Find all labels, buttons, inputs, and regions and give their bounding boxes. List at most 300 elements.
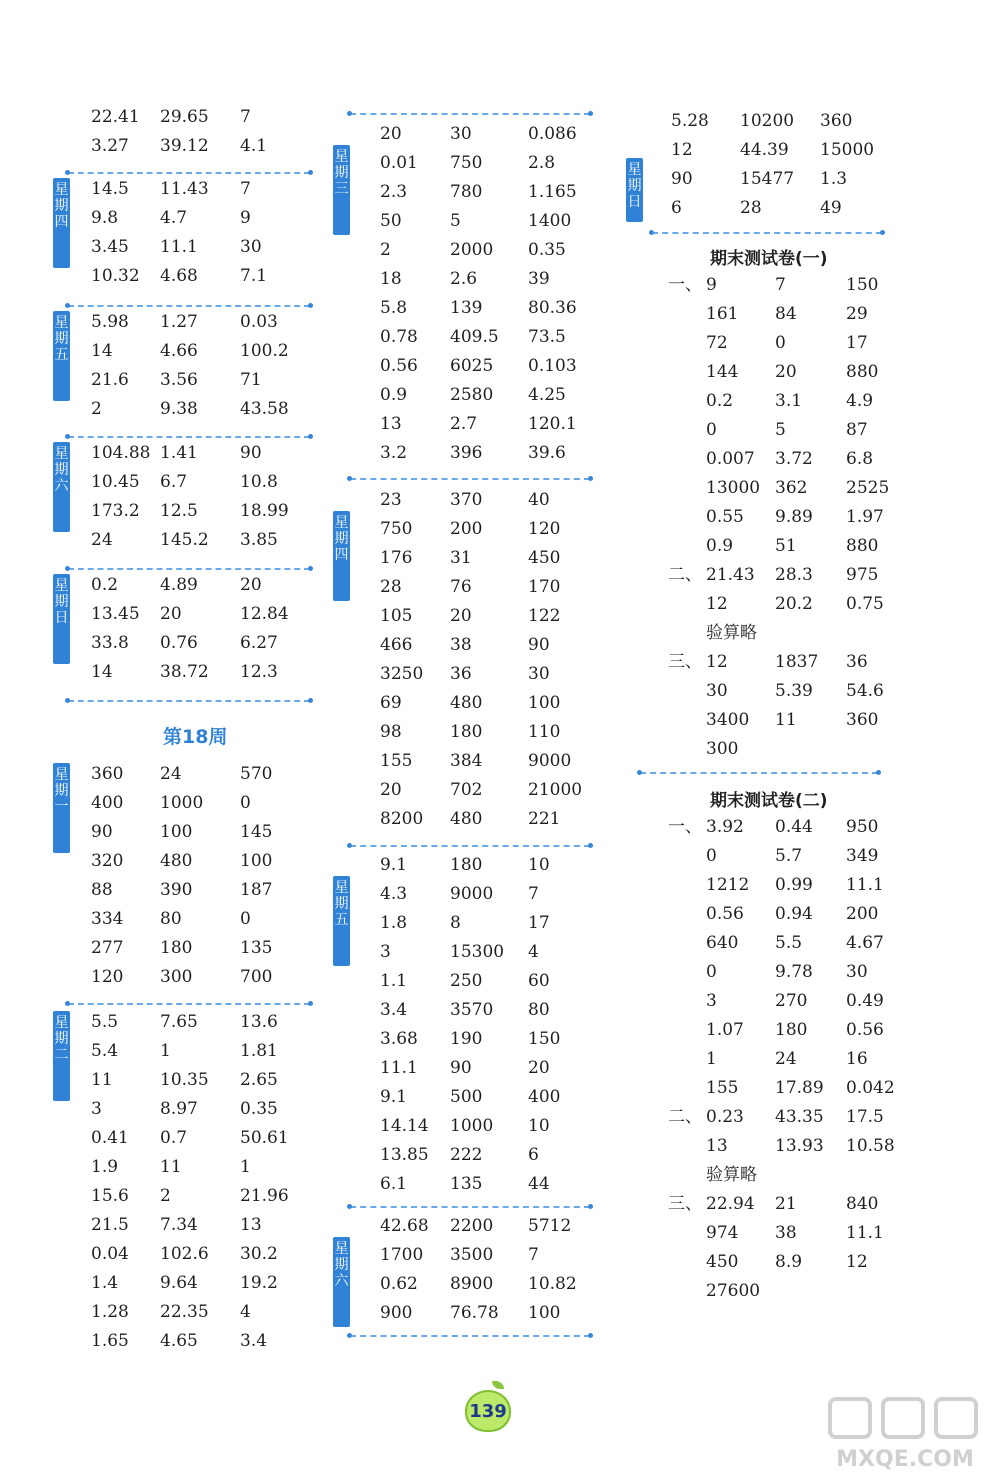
answer-value: 29.65 — [160, 107, 209, 127]
tab-char: 星 — [627, 162, 642, 178]
answer-value: 840 — [846, 1194, 879, 1214]
answer-value: 1000 — [160, 793, 204, 813]
answer-value: 1.27 — [160, 312, 198, 332]
answer-value: 44.39 — [740, 140, 789, 160]
answer-value: 20 — [528, 1058, 550, 1078]
page-number: 139 — [469, 1401, 507, 1422]
answer-value: 12 — [706, 652, 728, 672]
answer-value: 6.27 — [240, 633, 278, 653]
answer-value: 14.5 — [91, 179, 129, 199]
answer-value: 80 — [160, 909, 182, 929]
answer-value: 0 — [775, 333, 786, 353]
answer-value: 1.8 — [380, 913, 408, 933]
answer-value: 20 — [240, 575, 262, 595]
answer-value: 21 — [775, 1194, 797, 1214]
answer-value: 69 — [380, 693, 402, 713]
answer-value: 880 — [846, 362, 879, 382]
answer-value: 2580 — [450, 385, 494, 405]
tab-char: 五 — [334, 912, 349, 928]
answer-value: 84 — [775, 304, 797, 324]
answer-value: 1.3 — [820, 169, 848, 189]
answer-value: 161 — [706, 304, 739, 324]
answer-value: 139 — [450, 298, 483, 318]
answer-value: 90 — [671, 169, 693, 189]
answer-value: 1.81 — [240, 1041, 278, 1061]
answer-value: 700 — [240, 967, 273, 987]
answer-value: 180 — [775, 1020, 808, 1040]
answer-value: 3 — [380, 942, 391, 962]
answer-value: 30 — [706, 681, 728, 701]
answer-value: 4.68 — [160, 266, 198, 286]
answer-value: 10.35 — [160, 1070, 209, 1090]
answer-value: 640 — [706, 933, 739, 953]
answer-value: 43.58 — [240, 399, 289, 419]
answer-value: 21.5 — [91, 1215, 129, 1235]
answer-value: 80 — [528, 1000, 550, 1020]
answer-value: 221 — [528, 809, 561, 829]
answer-row — [0, 1075, 1000, 1101]
watermark-logo-icon — [825, 1394, 985, 1474]
answer-value: 1.1 — [380, 971, 408, 991]
answer-value: 150 — [528, 1029, 561, 1049]
answer-value: 102.6 — [160, 1244, 209, 1264]
answer-value: 1.4 — [91, 1273, 119, 1293]
answer-value: 39 — [528, 269, 550, 289]
answer-value: 15000 — [820, 140, 875, 160]
answer-value: 7 — [528, 1245, 539, 1265]
answer-value: 1837 — [775, 652, 819, 672]
part-label: 三、 — [668, 652, 702, 672]
answer-value: 270 — [775, 991, 808, 1011]
answer-value: 300 — [160, 967, 193, 987]
answer-value: 1 — [160, 1041, 171, 1061]
answer-value: 8.97 — [160, 1099, 198, 1119]
answer-value: 300 — [706, 739, 739, 759]
answer-value: 13 — [240, 1215, 262, 1235]
answer-value: 30.2 — [240, 1244, 278, 1264]
answer-value: 0.086 — [528, 124, 577, 144]
answer-value: 49 — [820, 198, 842, 218]
divider-dot — [880, 230, 885, 235]
answer-value: 466 — [380, 635, 413, 655]
answer-row — [0, 1104, 1000, 1130]
answer-value: 20.2 — [775, 594, 813, 614]
tab-char: 星 — [334, 515, 349, 531]
answer-value: 2.8 — [528, 153, 556, 173]
answer-value: 0.78 — [380, 327, 418, 347]
answer-value: 4 — [240, 1302, 251, 1322]
tab-char: 期 — [334, 531, 349, 547]
answer-row — [0, 1191, 1000, 1217]
answer-value: 9.1 — [380, 1087, 408, 1107]
answer-value: 10.82 — [528, 1274, 577, 1294]
answer-value: 362 — [775, 478, 808, 498]
answer-value: 21.43 — [706, 565, 755, 585]
answer-value: 0.99 — [775, 875, 813, 895]
tab-char: 星 — [54, 182, 69, 198]
answer-value: 39.12 — [160, 136, 209, 156]
answer-value: 50.61 — [240, 1128, 289, 1148]
answer-value: 1.9 — [91, 1157, 119, 1177]
answer-value: 12.3 — [240, 662, 278, 682]
answer-value: 15.6 — [91, 1186, 129, 1206]
answer-value: 1.07 — [706, 1020, 744, 1040]
tab-char: 六 — [54, 478, 69, 494]
answer-value: 176 — [380, 548, 413, 568]
answer-value: 105 — [380, 606, 413, 626]
answer-value: 1.65 — [91, 1331, 129, 1351]
answer-value: 72 — [706, 333, 728, 353]
answer-value: 950 — [846, 817, 879, 837]
tab-char: 星 — [54, 1015, 69, 1031]
answer-value: 0.103 — [528, 356, 577, 376]
week-title: 第18周 — [163, 726, 228, 748]
answer-row — [0, 777, 1000, 803]
answer-value: 3.56 — [160, 370, 198, 390]
answer-value: 43.35 — [775, 1107, 824, 1127]
answer-value: 11.1 — [160, 237, 198, 257]
answer-value: 4.7 — [160, 208, 188, 228]
answer-value: 7.65 — [160, 1012, 198, 1032]
answer-value: 0.55 — [706, 507, 744, 527]
answer-value: 0.007 — [706, 449, 755, 469]
tab-char: 四 — [334, 547, 349, 563]
answer-value: 900 — [380, 1303, 413, 1323]
answer-value: 187 — [240, 880, 273, 900]
answer-value: 11 — [160, 1157, 182, 1177]
answer-value: 0 — [706, 420, 717, 440]
answer-value: 155 — [706, 1078, 739, 1098]
answer-value: 3.85 — [240, 530, 278, 550]
answer-value: 17 — [846, 333, 868, 353]
answer-value: 975 — [846, 565, 879, 585]
answer-row — [0, 736, 1000, 762]
answer-value: 0 — [706, 846, 717, 866]
answer-value: 6.7 — [160, 472, 188, 492]
weekday-tab — [626, 158, 643, 222]
answer-value: 0.04 — [91, 1244, 129, 1264]
answer-value: 150 — [846, 275, 879, 295]
answer-value: 87 — [846, 420, 868, 440]
answer-value: 22.35 — [160, 1302, 209, 1322]
answer-row — [0, 237, 1000, 263]
answer-value: 3 — [91, 1099, 102, 1119]
answer-row — [0, 330, 1000, 356]
answer-value: 104.88 — [91, 443, 151, 463]
answer-value: 39.6 — [528, 443, 566, 463]
answer-value: 100 — [240, 851, 273, 871]
dashed-divider — [350, 1335, 590, 1337]
tab-char: 期 — [54, 198, 69, 214]
answer-value: 750 — [450, 153, 483, 173]
answer-value: 9 — [706, 275, 717, 295]
answer-value: 44 — [528, 1174, 550, 1194]
answer-value: 0.23 — [706, 1107, 744, 1127]
answer-value: 20 — [380, 780, 402, 800]
answer-value: 7 — [775, 275, 786, 295]
answer-value: 4.67 — [846, 933, 884, 953]
answer-value: 20 — [450, 606, 472, 626]
answer-value: 10200 — [740, 111, 795, 131]
answer-value: 0.56 — [380, 356, 418, 376]
answer-row — [0, 1328, 1000, 1354]
answer-value: 18 — [380, 269, 402, 289]
answer-value: 16 — [846, 1049, 868, 1069]
answer-value: 2.65 — [240, 1070, 278, 1090]
answer-value: 190 — [450, 1029, 483, 1049]
answer-value: 170 — [528, 577, 561, 597]
answer-value: 5.39 — [775, 681, 813, 701]
answer-value: 5.98 — [91, 312, 129, 332]
tab-char: 期 — [627, 178, 642, 194]
page-number-badge — [465, 1390, 511, 1432]
answer-value: 20 — [160, 604, 182, 624]
answer-value: 2.6 — [450, 269, 478, 289]
answer-value: 3.2 — [380, 443, 408, 463]
tab-char: 二 — [54, 1047, 69, 1063]
answer-value: 3570 — [450, 1000, 494, 1020]
answer-value: 9000 — [528, 751, 572, 771]
answer-value: 480 — [450, 693, 483, 713]
answer-row — [0, 137, 1000, 163]
answer-value: 4.1 — [240, 136, 268, 156]
answer-value: 974 — [706, 1223, 739, 1243]
answer-value: 8.9 — [775, 1252, 803, 1272]
answer-value: 13.45 — [91, 604, 140, 624]
answer-value: 13000 — [706, 478, 761, 498]
answer-value: 3.4 — [380, 1000, 408, 1020]
answer-value: 4 — [528, 942, 539, 962]
answer-value: 7 — [240, 179, 251, 199]
apple-leaf-icon — [492, 1381, 504, 1389]
answer-value: 1000 — [450, 1116, 494, 1136]
answer-value: 702 — [450, 780, 483, 800]
answer-value: 36 — [450, 664, 472, 684]
answer-value: 80.36 — [528, 298, 577, 318]
answer-value: 20 — [775, 362, 797, 382]
answer-value: 0.49 — [846, 991, 884, 1011]
answer-row — [0, 359, 1000, 385]
answer-row — [0, 814, 1000, 840]
answer-value: 23 — [380, 490, 402, 510]
answer-value: 10 — [528, 1116, 550, 1136]
divider-dot — [649, 230, 654, 235]
answer-value: 0.35 — [240, 1099, 278, 1119]
answer-value: 21.6 — [91, 370, 129, 390]
answer-value: 4.65 — [160, 1331, 198, 1351]
answer-value: 360 — [846, 710, 879, 730]
answer-value: 19.2 — [240, 1273, 278, 1293]
answer-value: 13.6 — [240, 1012, 278, 1032]
answer-value: 10.32 — [91, 266, 140, 286]
answer-value: 360 — [91, 764, 124, 784]
answer-value: 1.41 — [160, 443, 198, 463]
answer-value: 5.8 — [380, 298, 408, 318]
answer-value: 0.2 — [91, 575, 119, 595]
answer-value: 21000 — [528, 780, 583, 800]
answer-value: 90 — [450, 1058, 472, 1078]
answer-value: 480 — [450, 809, 483, 829]
answer-value: 450 — [706, 1252, 739, 1272]
answer-value: 4.3 — [380, 884, 408, 904]
answer-value: 384 — [450, 751, 483, 771]
answer-value: 12.5 — [160, 501, 198, 521]
answer-value: 122 — [528, 606, 561, 626]
answer-value: 7 — [240, 107, 251, 127]
answer-value: 14 — [91, 662, 113, 682]
tab-char: 星 — [54, 578, 69, 594]
answer-value: 76.78 — [450, 1303, 499, 1323]
answer-value: 100.2 — [240, 341, 289, 361]
answer-value: 135 — [240, 938, 273, 958]
answer-value: 40 — [528, 490, 550, 510]
answer-value: 5.5 — [91, 1012, 119, 1032]
answer-value: 73.5 — [528, 327, 566, 347]
answer-row — [0, 707, 1000, 733]
answer-value: 1 — [240, 1157, 251, 1177]
answer-value: 5.5 — [775, 933, 803, 953]
answer-value: 12 — [846, 1252, 868, 1272]
answer-value: 100 — [160, 822, 193, 842]
answer-value: 5.4 — [91, 1041, 119, 1061]
answer-row — [0, 1017, 1000, 1043]
divider-dot — [637, 770, 642, 775]
tab-char: 期 — [54, 783, 69, 799]
answer-value: 9.8 — [91, 208, 119, 228]
answer-value: 12.84 — [240, 604, 289, 624]
answer-value: 400 — [528, 1087, 561, 1107]
answer-value: 9.1 — [380, 855, 408, 875]
answer-row — [0, 1046, 1000, 1072]
answer-value: 0.76 — [160, 633, 198, 653]
answer-value: 10 — [528, 855, 550, 875]
answer-value: 4.25 — [528, 385, 566, 405]
exam-title: 期末测试卷(二) — [710, 791, 828, 811]
answer-value: 0 — [240, 909, 251, 929]
answer-value: 3.4 — [240, 1331, 268, 1351]
answer-value: 3.27 — [91, 136, 129, 156]
answer-value: 3 — [706, 991, 717, 1011]
tab-char: 日 — [627, 194, 642, 210]
answer-value: 135 — [450, 1174, 483, 1194]
answer-value: 0.62 — [380, 1274, 418, 1294]
answer-value: 9 — [240, 208, 251, 228]
answer-value: 13.93 — [775, 1136, 824, 1156]
answer-value: 10.45 — [91, 472, 140, 492]
answer-value: 38 — [450, 635, 472, 655]
answer-value: 3.92 — [706, 817, 744, 837]
answer-value: 570 — [240, 764, 273, 784]
tab-char: 期 — [54, 462, 69, 478]
answer-value: 8200 — [380, 809, 424, 829]
answer-value: 31 — [450, 548, 472, 568]
answer-value: 11.1 — [380, 1058, 418, 1078]
answer-value: 200 — [450, 519, 483, 539]
answer-value: 0.9 — [380, 385, 408, 405]
answer-value: 2 — [160, 1186, 171, 1206]
answer-value: 2.3 — [380, 182, 408, 202]
answer-value: 0.94 — [775, 904, 813, 924]
answer-value: 144 — [706, 362, 739, 382]
answer-row — [0, 872, 1000, 898]
answer-value: 18.99 — [240, 501, 289, 521]
tab-char: 期 — [334, 165, 349, 181]
answer-value: 7.34 — [160, 1215, 198, 1235]
answer-value: 400 — [91, 793, 124, 813]
answer-value: 9.89 — [775, 507, 813, 527]
answer-value: 100 — [528, 693, 561, 713]
answer-value: 3500 — [450, 1245, 494, 1265]
answer-value: 180 — [160, 938, 193, 958]
answer-value: 60 — [528, 971, 550, 991]
answer-value: 450 — [528, 548, 561, 568]
answer-value: 33.8 — [91, 633, 129, 653]
answer-row — [0, 504, 1000, 530]
answer-value: 349 — [846, 846, 879, 866]
answer-value: 4.66 — [160, 341, 198, 361]
answer-value: 2 — [91, 399, 102, 419]
answer-value: 173.2 — [91, 501, 140, 521]
answer-value: 180 — [450, 722, 483, 742]
answer-value: 780 — [450, 182, 483, 202]
answer-value: 29 — [846, 304, 868, 324]
answer-value: 0.9 — [706, 536, 734, 556]
answer-value: 54.6 — [846, 681, 884, 701]
answer-value: 6025 — [450, 356, 494, 376]
answer-value: 2.7 — [450, 414, 478, 434]
answer-value: 0.7 — [160, 1128, 188, 1148]
answer-value: 17.5 — [846, 1107, 884, 1127]
answer-row — [0, 108, 1000, 134]
tab-char: 日 — [54, 610, 69, 626]
exam-title: 期末测试卷(一) — [710, 249, 828, 269]
answer-value: 76 — [450, 577, 472, 597]
answer-value: 50 — [380, 211, 402, 231]
answer-row — [0, 272, 1000, 298]
answer-value: 409.5 — [450, 327, 499, 347]
answer-value: 145.2 — [160, 530, 209, 550]
answer-value: 30 — [450, 124, 472, 144]
part-label: 二、 — [668, 565, 702, 585]
answer-value: 15477 — [740, 169, 795, 189]
answer-value: 5 — [450, 211, 461, 231]
answer-value: 9000 — [450, 884, 494, 904]
answer-value: 200 — [846, 904, 879, 924]
divider-dot — [347, 1333, 352, 1338]
answer-row — [0, 649, 1000, 675]
tab-char: 期 — [334, 896, 349, 912]
answer-value: 51 — [775, 536, 797, 556]
tab-char: 期 — [54, 331, 69, 347]
dashed-divider — [652, 232, 882, 234]
answer-value: 3.72 — [775, 449, 813, 469]
answer-value: 1700 — [380, 1245, 424, 1265]
answer-row — [0, 901, 1000, 927]
answer-value: 6 — [671, 198, 682, 218]
answer-value: 0 — [240, 793, 251, 813]
answer-value: 6 — [528, 1145, 539, 1165]
answer-value: 370 — [450, 490, 483, 510]
answer-value: 100 — [528, 1303, 561, 1323]
answer-value: 880 — [846, 536, 879, 556]
answer-value: 11.1 — [846, 1223, 884, 1243]
answer-value: 8900 — [450, 1274, 494, 1294]
answer-value: 8 — [450, 913, 461, 933]
answer-value: 3400 — [706, 710, 750, 730]
answer-value: 6.8 — [846, 449, 874, 469]
answer-value: 334 — [91, 909, 124, 929]
answer-value: 5712 — [528, 1216, 572, 1236]
